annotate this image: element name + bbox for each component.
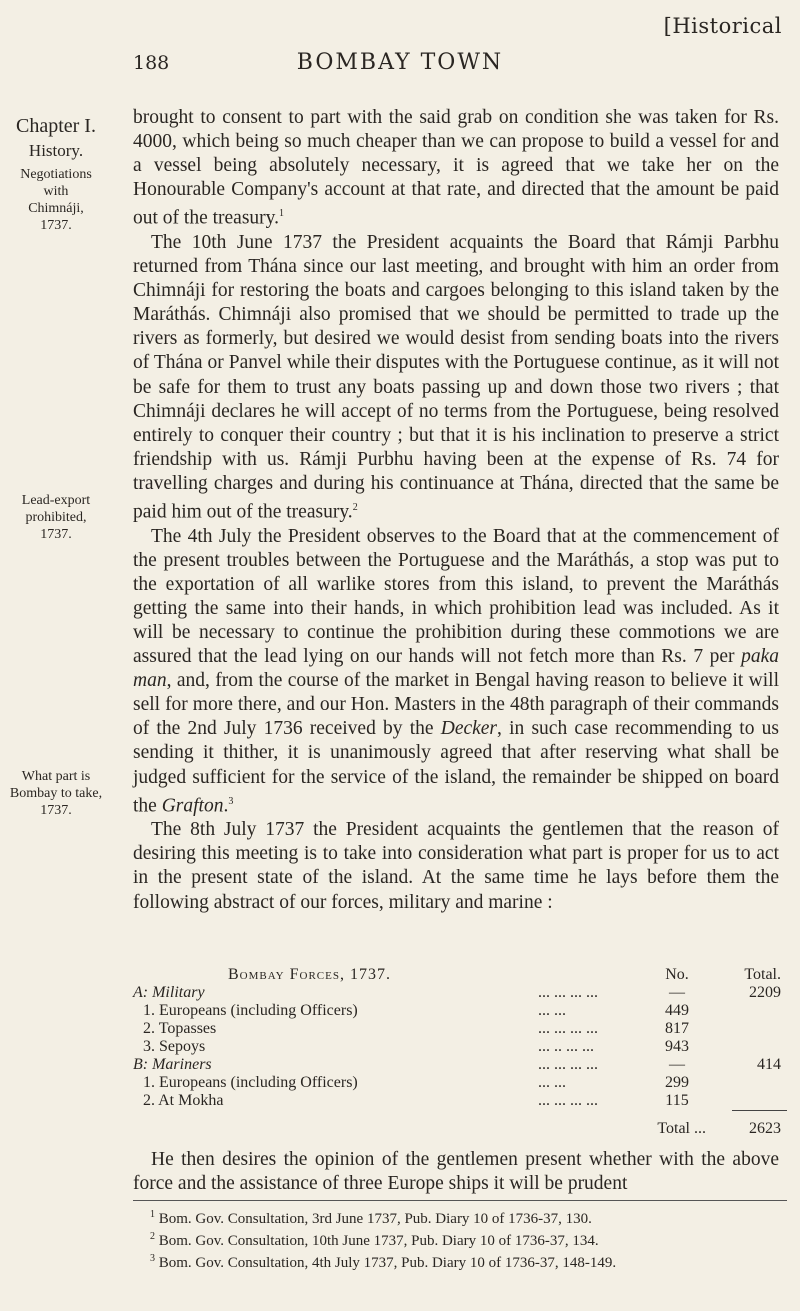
footnote-marker: 1 [279, 208, 285, 220]
row-label: 1. Europeans (including Officers) [143, 1074, 358, 1091]
margin-history: History. [28, 141, 84, 160]
margin-line: prohibited, [25, 510, 87, 525]
paragraph-ramji [133, 231, 779, 525]
row-no: 943 [665, 1038, 689, 1055]
table-rule-row [133, 1110, 787, 1120]
footnote-marker: 2 [352, 502, 358, 513]
margin-chapter: Chapter I. [16, 115, 96, 137]
leader-dots: ... ... ... ... [538, 1092, 598, 1109]
paragraph-text: . [223, 795, 229, 817]
running-header [0, 50, 800, 75]
margin-line: 1737. [40, 527, 72, 542]
term-paka-man: paka man [133, 646, 780, 692]
margin-line: 1737. [40, 218, 72, 233]
sum-rule [133, 1110, 787, 1120]
paragraph-grab [133, 106, 779, 231]
margin-line: 1737. [40, 803, 72, 818]
rule-line [732, 1110, 787, 1111]
leader-dots: ... ... ... ... [538, 1020, 598, 1037]
row-label: B: Mariners [133, 1056, 212, 1073]
page-title: BOMBAY TOWN [296, 50, 504, 75]
table-row [133, 1020, 787, 1038]
margin-note-what-part [0, 768, 112, 819]
paragraph-text: The 4th July the President observes to the Board that at the commencement of the present troubles between the Portuguese and the Maráthás, a stop was put to the exportation of all warlike stores from this island, to prevent the Maráthás getting the same into their hands, in which prohibition lead was included. As it will be necessary to continue the prohibition during these commotions we are assured that the lead lying on our hands will not fetch more than Rs. 7 per [133, 525, 779, 668]
section-header: [Historical [663, 14, 782, 38]
row-no: 299 [665, 1074, 689, 1091]
margin-line: Lead-export [21, 493, 91, 508]
row-total [706, 1092, 787, 1110]
row-total: 2209 [749, 984, 781, 1001]
margin-line: Bombay to take, [9, 786, 103, 801]
margin-line: with [43, 184, 69, 199]
footnote-mark: 3 [150, 1253, 155, 1264]
main-text [133, 106, 779, 915]
footnotes [150, 1206, 790, 1272]
table-header-row [133, 966, 787, 984]
leader-dots: ... ... [538, 1002, 566, 1019]
margin-line: What part is [21, 769, 91, 784]
footnote-mark: 1 [150, 1209, 155, 1220]
row-total [706, 1038, 787, 1056]
table-row [133, 1056, 787, 1074]
leader-dots: ... ... ... ... [538, 984, 598, 1001]
leader-dots: ... ... [538, 1074, 566, 1091]
ship-name-decker: Decker [440, 718, 498, 740]
footnote-text: Bom. Gov. Consultation, 4th July 1737, Pub. Diary 10 of 1736-37, 148-149. [158, 1255, 617, 1271]
forces-table [133, 966, 787, 1138]
footnote-mark: 2 [150, 1231, 155, 1242]
table-row [133, 1074, 787, 1092]
paragraph-text: The 10th June 1737 the President acquaints the Board that Rámji Parbhu returned from Thána since our last meeting, and brought with him an order from Chimnáji for restoring the boats and cargoes belonging to this island taken by the Maráthás. Chimnáji also promised that we should be permitted to trade up the rivers as formerly, but desired we would desist from sending boats into the rivers of Thána or Panvel while their disputes with the Portuguese continue, as it will not be safe for them to trust any boats passing up and down those two rivers ; that Chimnáji declares he will accept of no terms from the Portuguese, being resolved entirely to conquer their country ; but that it is his inclination to preserve a strict friendship with us. Rámji Purbhu having been at the expense of Rs. 74 for travelling charges and during his continuance at Thána, directed that the same be paid him out of the treasury. [133, 231, 779, 523]
ship-name-grafton: Grafton [161, 795, 224, 817]
row-total: 414 [757, 1056, 781, 1073]
paragraph-closing: He then desires the opinion of the gentlemen present whether with the above force and the assistance of three Europe ships it will be prudent [133, 1148, 779, 1194]
row-total [706, 1074, 787, 1092]
table-row [133, 1002, 787, 1020]
row-no: 817 [665, 1020, 689, 1037]
row-no: 449 [665, 1002, 689, 1019]
total-label: Total ... [657, 1120, 706, 1137]
row-no: — [669, 984, 685, 1001]
paragraph-forces: The 8th July 1737 the President acquaints the gentlemen that the reason of desiring this meeting is to take into consideration what part is proper for us to act in the present state of the island. At the same time he lays before them the following abstract of our forces, military and marine : [133, 819, 779, 913]
row-total [706, 1020, 787, 1038]
row-no: — [669, 1056, 685, 1073]
leader-dots: ... .. ... ... [538, 1038, 594, 1055]
footnote-text: Bom. Gov. Consultation, 10th June 1737, Pub. Diary 10 of 1736-37, 134. [158, 1233, 599, 1249]
margin-note-lead-export [0, 492, 112, 543]
footnote [150, 1206, 790, 1228]
footnote [150, 1250, 790, 1272]
row-no: 115 [665, 1092, 689, 1109]
paragraph-lead-export [133, 525, 779, 819]
margin-line: Negotiations [20, 167, 92, 182]
row-label: 2. At Mokha [143, 1092, 224, 1109]
paragraph-text: , in such case recommending to us sending it thither, it is unanimously agreed that after reserving what shall be judged sufficient for the service of the island, the remainder be shipped on board the [133, 718, 779, 817]
row-label: 2. Topasses [143, 1020, 217, 1037]
row-label: A: Military [133, 984, 205, 1001]
table-row [133, 1092, 787, 1110]
table-row [133, 984, 787, 1002]
paragraph-text: , and, from the course of the market in Bengal having reason to believe it will sell for more there, and our Hon. Masters in the 48th paragraph of their commands of the 2nd July 1736 received by the [133, 670, 779, 740]
row-label: 1. Europeans (including Officers) [143, 1002, 358, 1019]
total-value: 2623 [749, 1120, 781, 1137]
paragraph-text: brought to consent to part with the said grab on condition she was taken for Rs. 4000, which being so much cheaper than we can propose to build a vessel for and a vessel being absolutely necessary, it is agreed that we take her on the Honourable Company's account at that rate, and directed that the amount be paid out of the treasury. [133, 107, 779, 229]
page-number: 188 [133, 52, 170, 74]
footnote [150, 1228, 790, 1250]
column-header-no: No. [665, 966, 689, 983]
margin-note-negotiations [0, 166, 112, 234]
table-title: Bombay Forces, 1737. [228, 966, 391, 983]
footnote-text: Bom. Gov. Consultation, 3rd June 1737, Pub. Diary 10 of 1736-37, 130. [158, 1211, 592, 1227]
row-label: 3. Sepoys [143, 1038, 206, 1055]
margin-line: Chimnáji, [28, 201, 84, 216]
table-row [133, 1038, 787, 1056]
column-header-total: Total. [744, 966, 781, 983]
footnote-divider [133, 1200, 787, 1201]
table-total-row [133, 1120, 787, 1138]
footnote-marker: 3 [228, 795, 234, 807]
leader-dots: ... ... ... ... [538, 1056, 598, 1073]
row-total [706, 1002, 787, 1020]
